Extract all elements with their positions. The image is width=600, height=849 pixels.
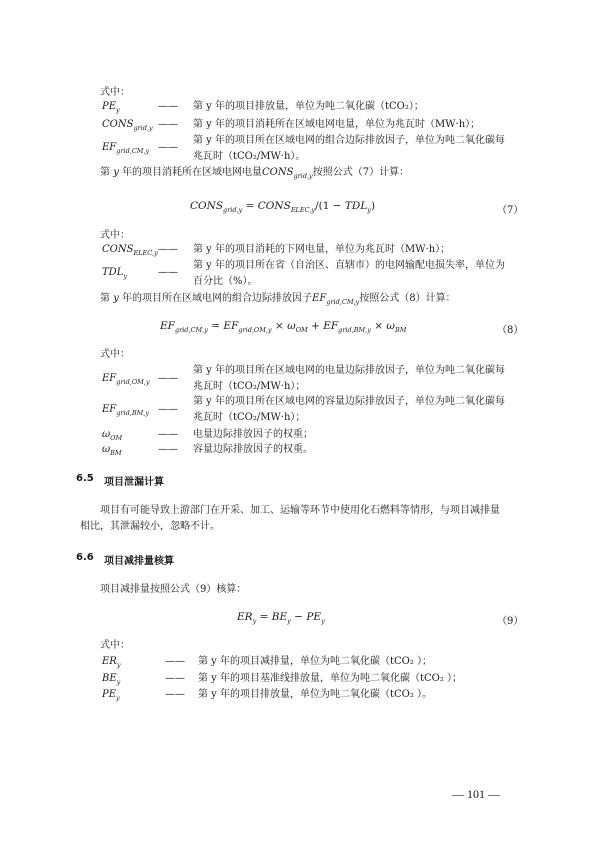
symbol-ef-grid-om-y: $EF_{grid,OM,y}$ [102,373,150,386]
definition-ef-grid-om-y-line2: 兆瓦时（tCO₂/MW·h）； [193,381,306,392]
equation-9-number: （9） [497,616,524,627]
section-6-6-title: 项目减排量核算 [104,556,174,567]
definition-omega-om: 电量边际排放因子的权重； [193,429,313,440]
equation-7: $CONS_{grid,y}$ = $CONS_{ELEC,y}/(1 - TDL_y)$ [190,200,376,215]
dash: —— [165,689,185,700]
symbol-pe-y: $PE_y$ [102,101,120,114]
dash: —— [158,429,178,440]
symbol-omega-bm: $\omega_{BM}$ [102,444,122,457]
symbol-cons-grid-y: $CONS_{grid,y}$ [102,119,153,132]
dash: —— [158,444,178,455]
definition-ef-grid-cm-y-line1: 第 y 年的项目所在区域电网的组合边际排放因子，单位为吨二氧化碳每 [193,135,506,146]
definition-tdl-y-line2: 百分比（%）。 [193,276,258,287]
definition-pe-y-2: 第 y 年的项目排放量，单位为吨二氧化碳（tCO₂ ）。 [198,689,433,700]
equation-9: $ER_y = BE_y - PE_y$ [237,611,325,626]
equation-8-number: （8） [497,325,524,336]
section-6-5-body-line1: 项目有可能导致上游部门在开采、加工、运输等环节中使用化石燃料等情形，与项目减排量 [100,505,500,516]
definition-be-y: 第 y 年的项目基准线排放量，单位为吨二氧化碳（tCO₂ ）； [198,673,463,684]
dash: —— [165,673,185,684]
dash: —— [158,119,178,130]
symbol-cons-elec-y: $CONS_{ELEC,y}$ [102,244,158,257]
definition-cons-grid-y: 第 y 年的项目消耗所在区域电网电量，单位为兆瓦时（MW·h）； [193,119,481,130]
symbol-omega-om: $\omega_{OM}$ [102,429,123,442]
definition-ef-grid-bm-y-line2: 兆瓦时（tCO₂/MW·h）； [193,412,306,423]
definition-ef-grid-bm-y-line1: 第 y 年的项目所在区域电网的容量边际排放因子，单位为吨二氧化碳每 [193,396,506,407]
definition-ef-grid-om-y-line1: 第 y 年的项目所在区域电网的电量边际排放因子，单位为吨二氧化碳每 [193,365,506,376]
symbol-be-y: $BE_y$ [102,673,121,686]
where-label-3: 式中： [100,349,130,360]
paragraph-eq7-intro: 第 y 年的项目消耗所在区域电网电量$CONS_{grid,y}$按照公式（7）计算： [100,167,410,180]
dash: —— [158,101,178,112]
where-label-4: 式中： [100,640,130,651]
symbol-ef-grid-bm-y: $EF_{grid,BM,y}$ [102,404,149,417]
paragraph-eq8-intro: 第 y 年的项目所在区域电网的组合边际排放因子$EF_{grid,CM,y}$按照公式（8）计算： [100,293,456,306]
definition-omega-bm: 容量边际排放因子的权重。 [193,444,313,455]
symbol-pe-y-2: $PE_y$ [102,689,120,702]
definition-ef-grid-cm-y-line2: 兆瓦时（tCO₂/MW·h）。 [193,151,306,162]
where-label-1: 式中： [100,87,130,98]
section-6-5-number: 6.5 [76,473,94,484]
section-6-5-body-line2: 相比，其泄漏较小，忽略不计。 [80,521,220,532]
symbol-tdl-y: $TDL_y$ [102,267,128,280]
definition-tdl-y-line1: 第 y 年的项目所在省（自治区、直辖市）的电网输配电损失率，单位为 [193,260,506,271]
page-number: — 101 — [452,787,500,801]
dash: —— [158,244,178,255]
equation-7-number: （7） [497,205,524,216]
definition-cons-elec-y: 第 y 年的项目消耗的下网电量，单位为兆瓦时（MW·h）； [193,244,451,255]
dash: —— [158,373,178,384]
definition-pe-y: 第 y 年的项目排放量，单位为吨二氧化碳（tCO₂）； [193,101,424,112]
symbol-ef-grid-cm-y: $EF_{grid,CM,y}$ [102,142,150,155]
dash: —— [158,142,178,153]
where-label-2: 式中： [100,230,130,241]
dash: —— [165,656,185,667]
definition-er-y: 第 y 年的项目减排量，单位为吨二氧化碳（tCO₂ ）； [198,656,433,667]
section-6-6-number: 6.6 [76,552,94,563]
equation-8: $EF_{grid,CM,y} = EF_{grid,OM,y} \times \omega_{OM} + EF_{grid,BM,y} \times \omega_{BM}$ [160,320,407,335]
dash: —— [158,267,178,278]
section-6-5-title: 项目泄漏计算 [104,477,164,488]
section-6-6-body-line1: 项目减排量按照公式（9）核算： [100,584,247,595]
symbol-er-y: $ER_y$ [102,656,121,669]
dash: —— [158,404,178,415]
